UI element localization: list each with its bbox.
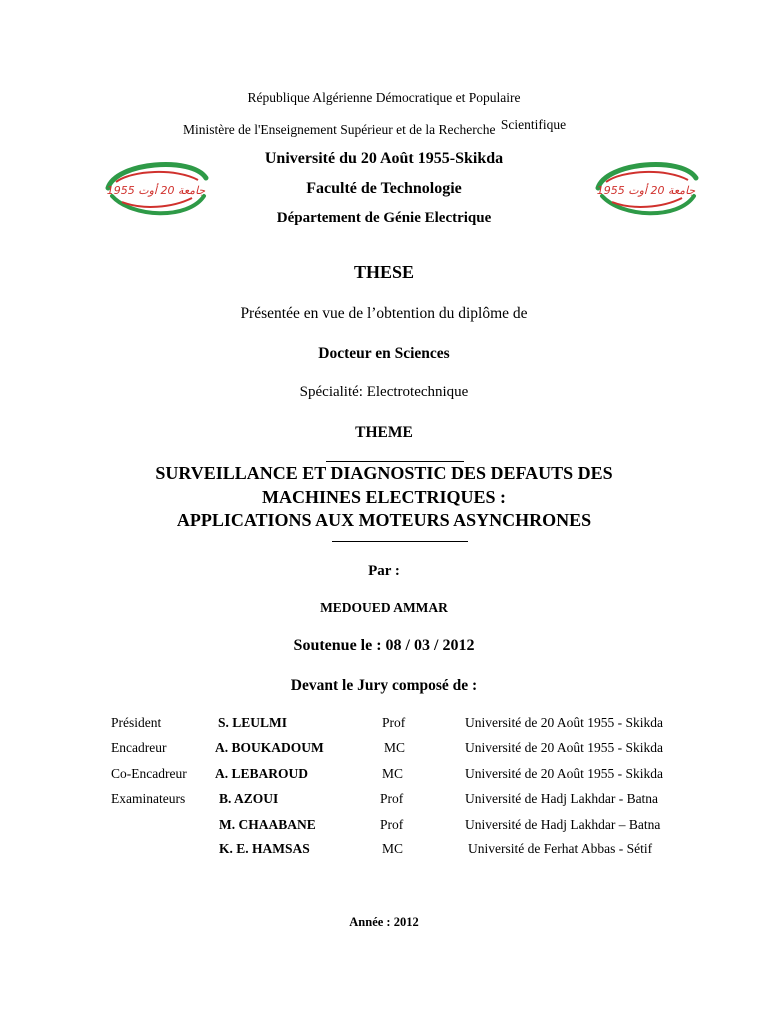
department-name: Département de Génie Electrique	[276, 210, 492, 226]
logo-text: 1955 جامعة 20 أوت	[596, 184, 696, 197]
jury-member-name: M. CHAABANE	[219, 817, 316, 832]
thesis-type: THESE	[353, 262, 415, 282]
author-name: MEDOUED AMMAR	[320, 600, 448, 615]
faculty-name: Faculté de Technologie	[306, 180, 462, 197]
jury-member-name: K. E. HAMSAS	[219, 841, 310, 856]
jury-grade: MC	[382, 841, 404, 856]
jury-role: Président	[111, 715, 162, 730]
university-logo-right	[592, 158, 700, 220]
university-logo-left	[102, 158, 210, 220]
jury-grade: Prof	[380, 817, 404, 832]
jury-grade: MC	[382, 766, 404, 781]
ministry-text: Ministère de l'Enseignement Supérieur et de la Recherche	[183, 122, 496, 137]
ministry-line	[183, 117, 567, 138]
jury-member-name: B. AZOUI	[219, 791, 279, 806]
theme-label: THEME	[355, 424, 413, 441]
jury-grade: Prof	[380, 791, 404, 806]
republic-line: République Algérienne Démocratique et Populaire	[247, 90, 521, 105]
defense-date: Soutenue le : 08 / 03 / 2012	[293, 637, 475, 654]
speciality-line: Spécialité: Electrotechnique	[299, 384, 469, 400]
jury-institution: Université de Hadj Lakhdar – Batna	[465, 817, 661, 832]
ministry-suffix: Scientifique	[500, 117, 567, 132]
by-label: Par :	[368, 563, 400, 579]
jury-grade: Prof	[382, 715, 406, 730]
thesis-title-line2: MACHINES ELECTRIQUES :	[261, 487, 507, 507]
year-line: Année : 2012	[349, 915, 419, 929]
jury-institution: Université de 20 Août 1955 - Skikda	[465, 715, 663, 730]
jury-role: Encadreur	[111, 740, 167, 755]
jury-member-name: A. LEBAROUD	[215, 766, 309, 781]
jury-heading: Devant le Jury composé de :	[290, 677, 478, 694]
thesis-title-line3: APPLICATIONS AUX MOTEURS ASYNCHRONES	[176, 510, 592, 530]
jury-institution: Université de 20 Août 1955 - Skikda	[465, 766, 663, 781]
jury-member-name: S. LEULMI	[218, 715, 288, 730]
university-name: Université du 20 Août 1955-Skikda	[264, 150, 504, 167]
jury-member-name: A. BOUKADOUM	[215, 740, 324, 755]
jury-role: Examinateurs	[111, 791, 186, 806]
jury-institution: Université de Ferhat Abbas - Sétif	[468, 841, 653, 856]
jury-institution: Université de Hadj Lakhdar - Batna	[465, 791, 659, 806]
logo-text: 1955 جامعة 20 أوت	[106, 184, 206, 197]
degree-name: Docteur en Sciences	[318, 345, 450, 362]
jury-role: Co-Encadreur	[111, 766, 187, 781]
jury-institution: Université de 20 Août 1955 - Skikda	[465, 740, 663, 755]
thesis-title-line1: SURVEILLANCE ET DIAGNOSTIC DES DEFAUTS DES	[155, 463, 613, 483]
presented-line: Présentée en vue de l’obtention du diplôme de	[240, 305, 528, 322]
jury-grade: MC	[384, 740, 406, 755]
title-rule-bottom	[332, 541, 468, 542]
